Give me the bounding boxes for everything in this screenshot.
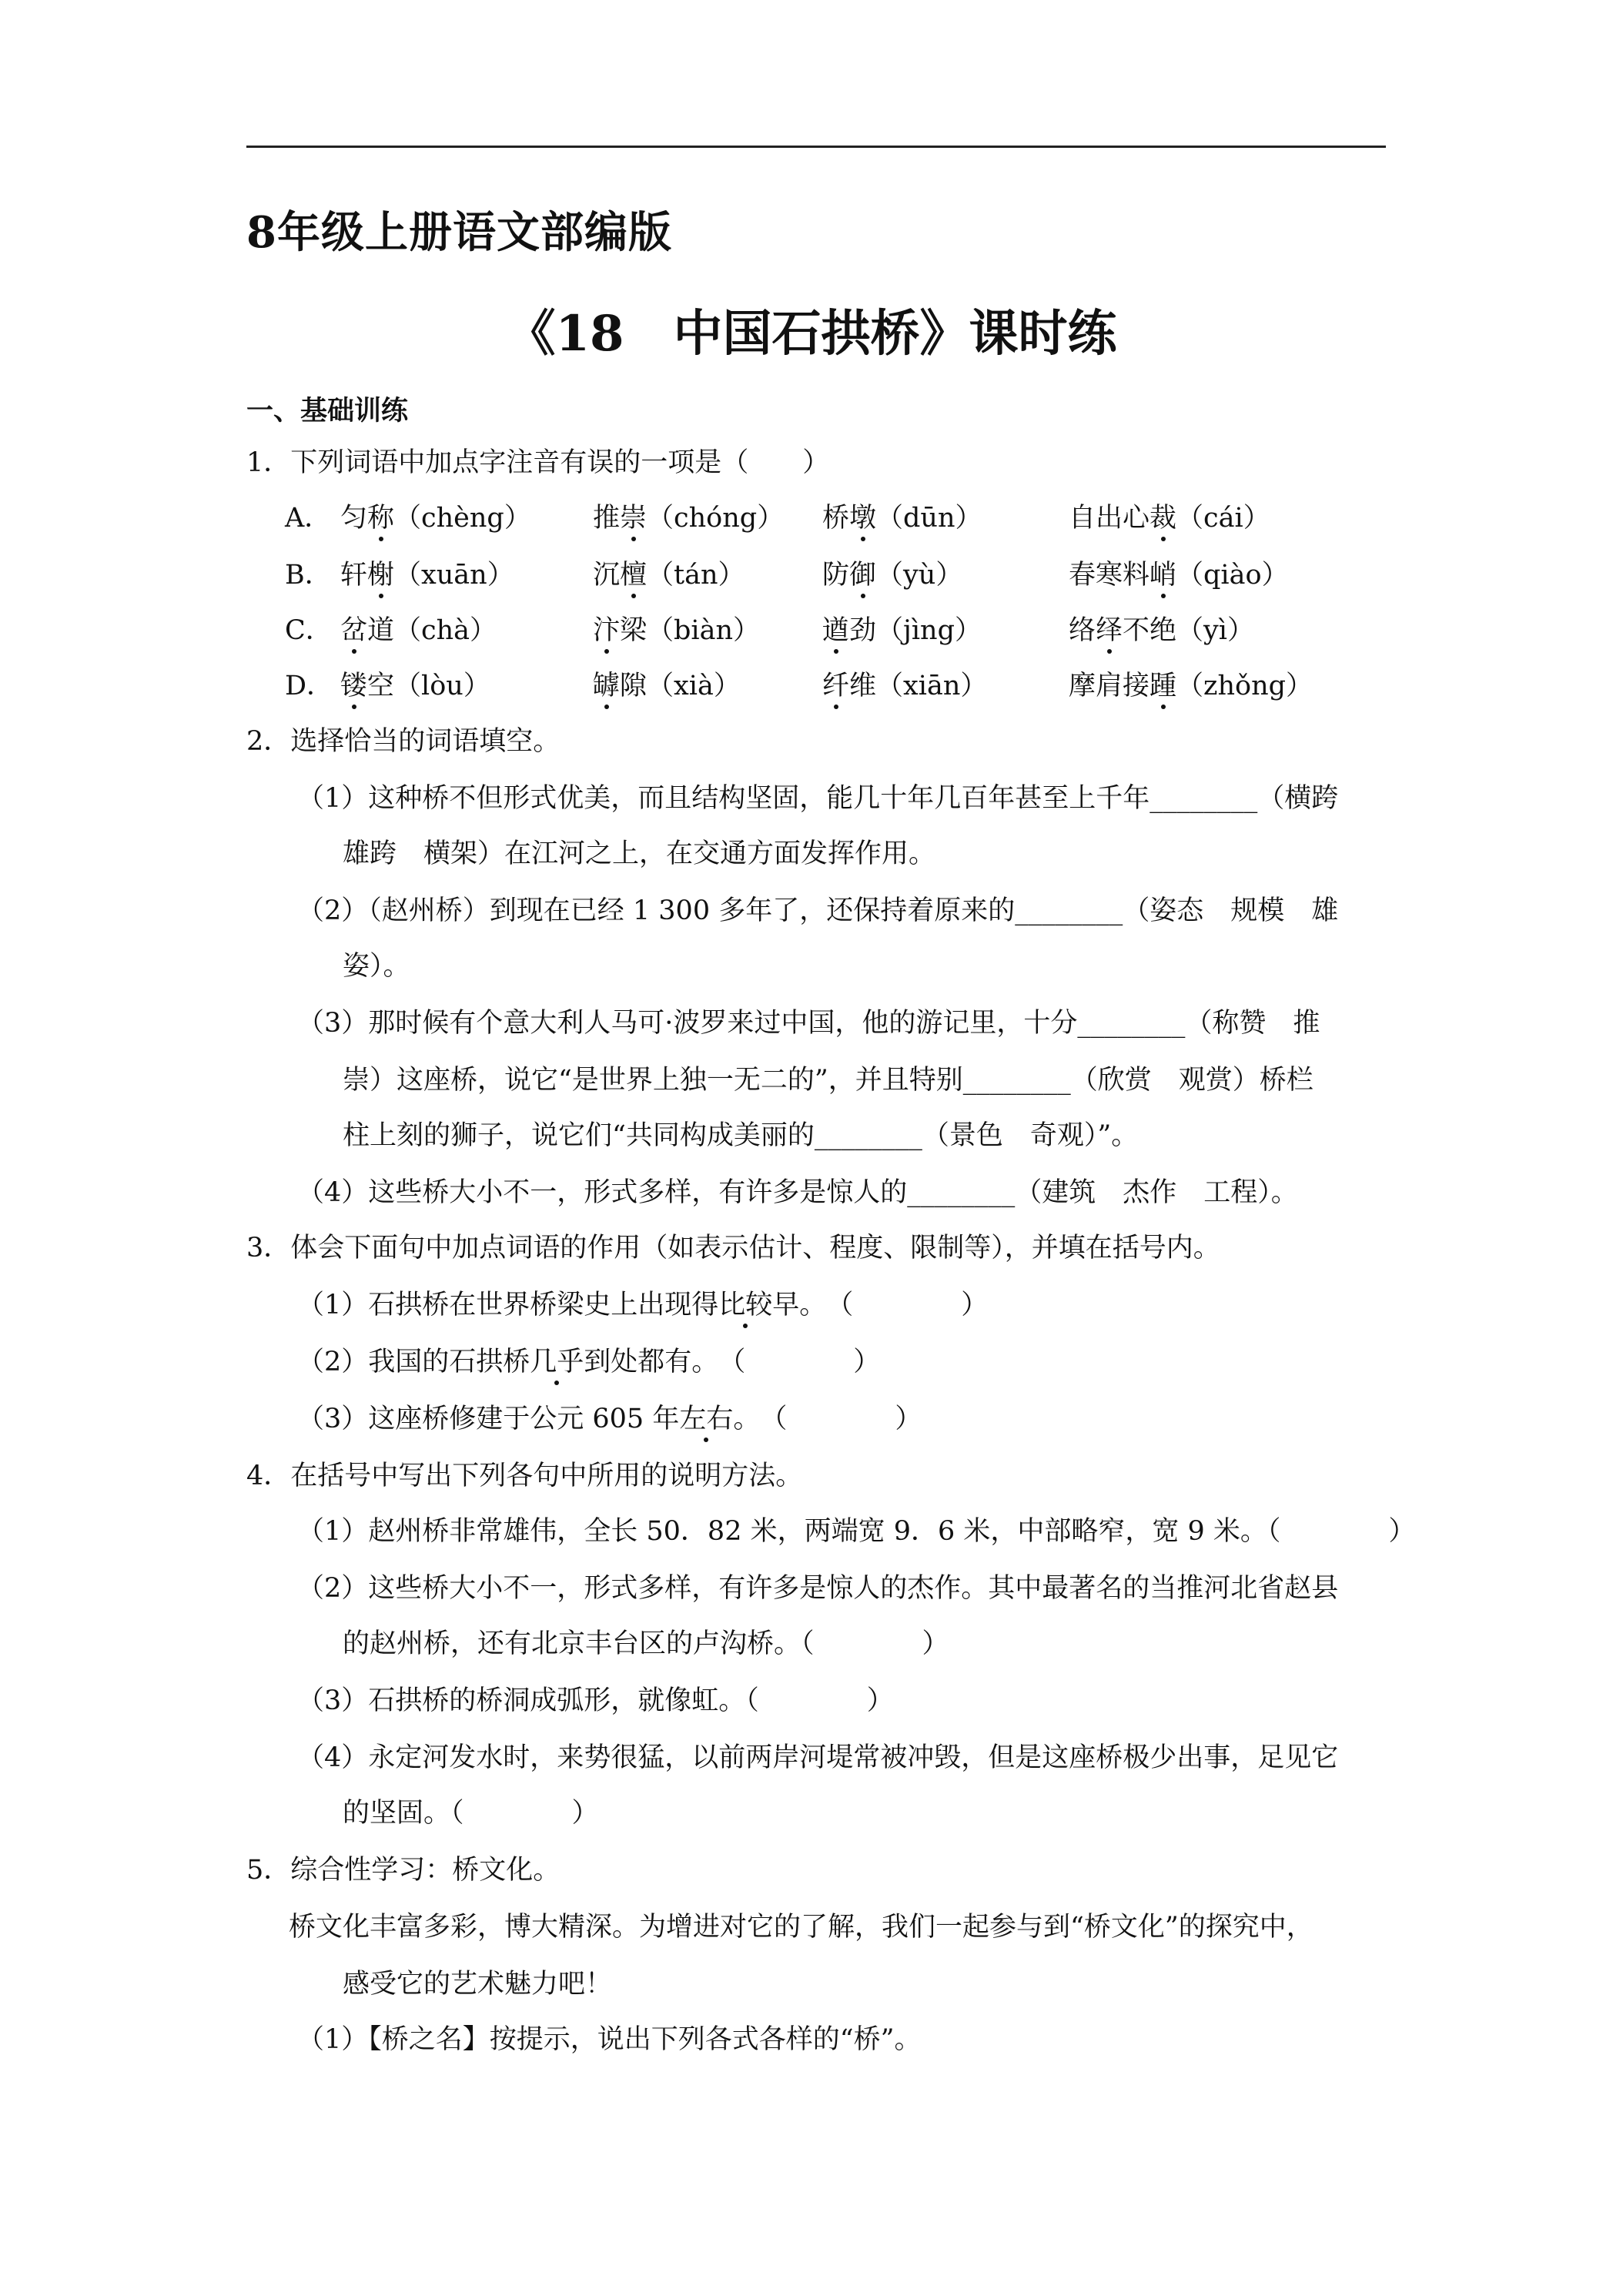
q1-word	[1069, 562, 1289, 589]
dotted-char: 称	[367, 503, 395, 534]
q3-text: （2）我国的石拱桥	[297, 1347, 530, 1377]
grade-heading: 8年级上册语文部编版	[246, 207, 672, 258]
dotted-char: 峭	[1149, 560, 1177, 591]
q3-text: （1）石拱桥在世界桥梁史上出现得	[297, 1290, 719, 1320]
word-text: （chèng）	[394, 503, 531, 534]
q5-line: 桥文化丰富多彩，博大精深。为增进对它的了解，我们一起参与到“桥文化”的探究中，	[289, 1912, 1313, 1943]
q1-word	[822, 505, 982, 532]
q1-word	[1069, 615, 1254, 646]
q3-item-1	[297, 1292, 988, 1319]
q3-text: 。 （ ）	[733, 1404, 922, 1434]
q4-line: （1）赵州桥非常雄伟，全长 50．82 米，两端宽 9．6 米，中部略窄，宽 9 米。（ ）	[297, 1516, 1416, 1547]
q1-option-label: A．	[285, 503, 332, 534]
q3-text: 早。 （ ）	[772, 1290, 989, 1320]
dotted-char: 镂	[340, 671, 368, 701]
q4-line: 的赵州桥，还有北京丰台区的卢沟桥。（ ）	[343, 1628, 949, 1659]
q1-word	[822, 615, 982, 646]
q5-line: （1）【桥之名】按提示，说出下列各式各样的“桥”。	[297, 2024, 922, 2055]
dotted-char: 墩	[849, 503, 877, 534]
q4-line: （3）石拱桥的桥洞成弧形，就像虹。（ ）	[297, 1685, 894, 1716]
q1-word	[340, 505, 531, 532]
q2-line: 姿）。	[343, 951, 410, 982]
q1-word	[593, 615, 761, 646]
q2-stem: 2．选择恰当的词语填空。	[246, 726, 561, 757]
word-text: 维（xiān）	[849, 671, 988, 701]
dotted-char: 纤	[822, 671, 850, 701]
dotted-word: 几乎	[530, 1347, 584, 1377]
q1-word	[822, 673, 987, 700]
q3-text: （3）这座桥修建于公元 605 年	[297, 1404, 680, 1434]
q4-line: （2）这些桥大小不一，形式多样，有许多是惊人的杰作。其中最著名的当推河北省赵县	[297, 1573, 1339, 1604]
q1-option-label: B．	[285, 560, 332, 591]
word-text: 梁（biàn）	[620, 615, 761, 646]
page-title: 《18 中国石拱桥》课时练	[506, 305, 1117, 363]
word-text: 道（chà）	[367, 615, 497, 646]
q1-word	[593, 673, 741, 700]
q1-word	[1069, 505, 1270, 532]
q2-line: 柱上刻的狮子，说它们“共同构成美丽的________（景色 奇观）”。	[343, 1120, 1139, 1151]
q4-stem: 4．在括号中写出下列各句中所用的说明方法。	[246, 1461, 803, 1491]
q3-item-2	[297, 1349, 880, 1376]
word-text: （tán）	[647, 560, 745, 591]
word-text: 春寒料	[1069, 560, 1150, 591]
header-rule	[246, 146, 1386, 148]
word-text: （qiào）	[1176, 560, 1289, 591]
q1-word	[340, 673, 490, 700]
word-text: 匀	[340, 503, 368, 534]
word-text: 不绝（yì）	[1123, 615, 1254, 646]
q1-option-label: C．	[285, 615, 333, 646]
q1-option-label: D．	[285, 671, 334, 701]
word-text: 推	[593, 503, 621, 534]
q3-stem: 3．体会下面句中加点词语的作用（如表示估计、程度、限制等），并填在括号内。	[246, 1233, 1220, 1263]
q3-item-3	[297, 1406, 922, 1433]
word-text: （yù）	[876, 560, 963, 591]
dotted-char: 罅	[593, 671, 621, 701]
q2-line: （2）（赵州桥）到现在已经 1 300 多年了，还保持着原来的________（姿态 规模 雄	[297, 895, 1339, 926]
q4-line: 的坚固。（ ）	[343, 1798, 599, 1829]
dotted-char: 裁	[1149, 503, 1177, 534]
q2-line: （3）那时候有个意大利人马可·波罗来过中国，他的游记里，十分________（称赞 推	[297, 1008, 1320, 1039]
q1-word	[593, 505, 784, 532]
q1-word	[1069, 673, 1313, 700]
word-text: 自出心	[1069, 503, 1150, 534]
dotted-char: 踵	[1149, 671, 1177, 701]
dotted-char: 御	[849, 560, 877, 591]
word-text: 络	[1069, 615, 1096, 646]
word-text: 桥	[822, 503, 850, 534]
word-text: （chóng）	[647, 503, 785, 534]
section-heading: 一、基础训练	[246, 395, 409, 427]
q2-line: 崇）这座桥，说它“是世界上独一无二的”，并且特别________（欣赏 观赏）桥栏	[343, 1065, 1313, 1096]
q1-word	[340, 562, 514, 589]
q2-line: （1）这种桥不但形式优美，而且结构坚固，能几十年几百年甚至上千年________（横跨	[297, 783, 1339, 814]
word-text: （dūn）	[876, 503, 982, 534]
dotted-char: 崇	[620, 503, 648, 534]
dotted-char: 岔	[340, 615, 368, 646]
word-text: 轩	[340, 560, 368, 591]
q1-word	[340, 615, 497, 646]
dotted-char: 榭	[367, 560, 395, 591]
word-text: （zhǒng）	[1176, 671, 1313, 701]
dotted-char: 檀	[620, 560, 648, 591]
dotted-word: 左右	[679, 1404, 734, 1434]
word-text: （xuān）	[394, 560, 514, 591]
q3-text: 到处都有。 （ ）	[584, 1347, 881, 1377]
q5-line: 感受它的艺术魅力吧！	[343, 1969, 613, 2000]
dotted-word: 比较	[718, 1290, 773, 1320]
q1-word	[593, 562, 745, 589]
word-text: 空（lòu）	[367, 671, 490, 701]
word-text: 劲（jìng）	[849, 615, 982, 646]
dotted-char: 遒	[822, 615, 850, 646]
word-text: 防	[822, 560, 850, 591]
word-text: 摩肩接	[1069, 671, 1150, 701]
word-text: （cái）	[1176, 503, 1270, 534]
q1-word	[822, 562, 962, 589]
q1-stem: 1．下列词语中加点字注音有误的一项是（ ）	[246, 447, 830, 478]
q5-stem: 5．综合性学习：桥文化。	[246, 1855, 561, 1886]
word-text: 沉	[593, 560, 621, 591]
q2-line: （4）这些桥大小不一，形式多样，有许多是惊人的________（建筑 杰作 工程）。	[297, 1177, 1298, 1208]
dotted-char: 汴	[593, 615, 621, 646]
q4-line: （4）永定河发水时，来势很猛，以前两岸河堤常被冲毁，但是这座桥极少出事，足见它	[297, 1742, 1339, 1773]
q2-line: 雄跨 横架）在江河之上，在交通方面发挥作用。	[343, 838, 936, 869]
word-text: 隙（xià）	[620, 671, 741, 701]
dotted-char: 绎	[1096, 615, 1123, 646]
